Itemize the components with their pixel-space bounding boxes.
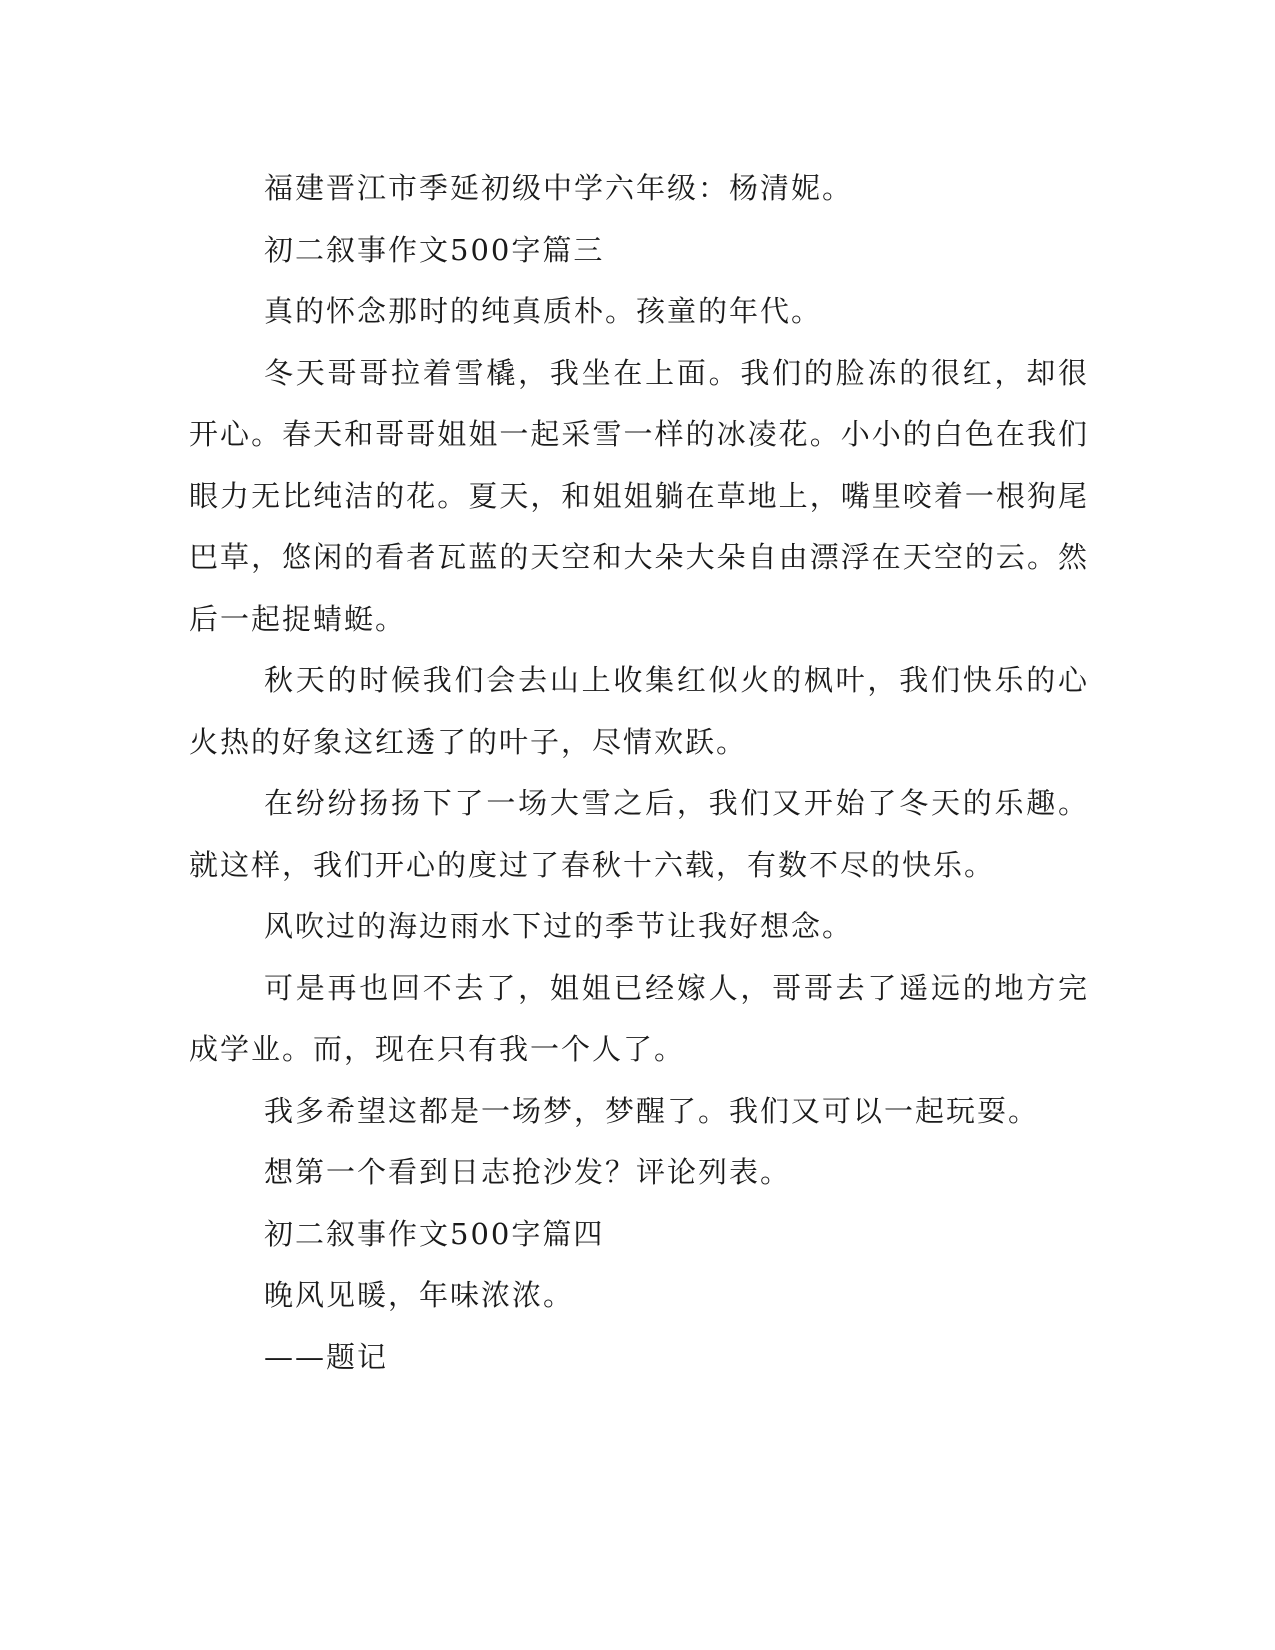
paragraph: 风吹过的海边雨水下过的季节让我好想念。	[264, 909, 854, 943]
essay-heading-3: 初二叙事作文500字篇三	[264, 232, 605, 267]
author-line: 福建晋江市季延初级中学六年级：杨清妮。	[264, 171, 854, 205]
paragraph: 真的怀念那时的纯真质朴。孩童的年代。	[264, 294, 823, 328]
essay-heading-4: 初二叙事作文500字篇四	[264, 1216, 605, 1251]
epigraph-label: ——题记	[264, 1339, 389, 1374]
document-body	[189, 158, 1089, 1388]
paragraph: 秋天的时候我们会去山上收集红似火的枫叶，我们快乐的心火热的好象这红透了的叶子，尽情欢跃。	[189, 663, 1089, 759]
paragraph: 冬天哥哥拉着雪橇，我坐在上面。我们的脸冻的很红，却很开心。春天和哥哥姐姐一起采雪一样的冰凌花。小小的白色在我们眼力无比纯洁的花。夏天，和姐姐躺在草地上，嘴里咬着一根狗尾巴草，悠闲的看者瓦蓝的天空和大朵大朵自由漂浮在天空的云。然后一起捉蜻蜓。	[189, 355, 1089, 636]
paragraph: 晚风见暖，年味浓浓。	[264, 1278, 575, 1312]
paragraph: 我多希望这都是一场梦，梦醒了。我们又可以一起玩耍。	[264, 1093, 1040, 1128]
paragraph: 可是再也回不去了，姐姐已经嫁人，哥哥去了遥远的地方完成学业。而，现在只有我一个人了。	[189, 970, 1089, 1066]
comment-prompt: 想第一个看到日志抢沙发？评论列表。	[264, 1155, 792, 1189]
paragraph: 在纷纷扬扬下了一场大雪之后，我们又开始了冬天的乐趣。就这样，我们开心的度过了春秋十六载，有数不尽的快乐。	[189, 786, 1089, 882]
